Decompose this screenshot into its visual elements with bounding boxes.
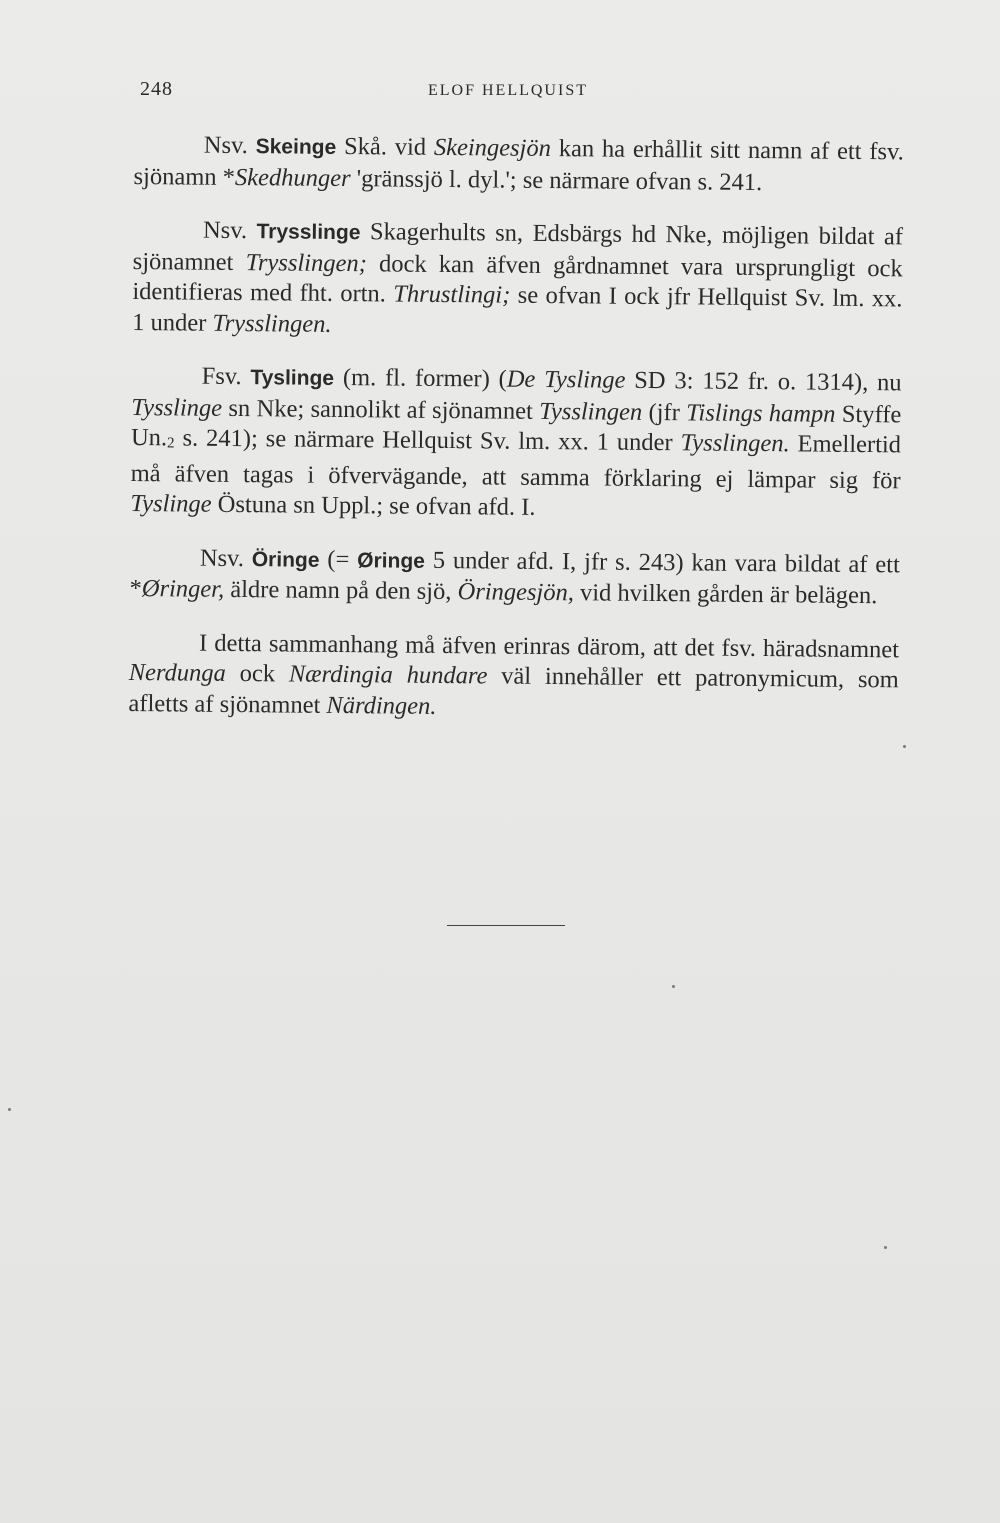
italic-form: Trysslingen. [212,309,332,338]
italic-form: Tysslingen [539,397,643,426]
italic-form: Skedhunger [234,163,351,192]
text-run: väl innehåller ett patronymicum, som afletts af sjönamnet [128,662,899,719]
headword: Øringe [357,548,426,573]
running-head: ELOF HELLQUIST [428,82,588,99]
text-run: ock [225,659,290,688]
paragraph-indent [132,362,202,390]
text-run: Skå. vid [336,132,435,161]
text-run: Styffe Un. [130,400,902,452]
italic-form: Öringesjön, [457,578,575,607]
entry-skeinge [133,130,904,199]
text-run: (jfr [642,398,687,426]
italic-form: Øringer, [141,575,225,603]
italic-form: Nerdunga [128,658,227,687]
subscript: 2 [166,435,175,452]
paragraph-indent [134,131,204,159]
entry-tyslinge [130,361,901,527]
paragraph-indent [130,543,200,571]
italic-form: Tislings hampn [686,398,836,428]
headword: Skeinge [255,135,337,159]
italic-form: Tysslingen. [680,429,790,458]
text-run: (= [319,545,358,573]
headword: Trysslinge [256,220,361,245]
italic-form: Thrustlingi; [393,280,511,309]
text-run: vid hvilken gården är belägen. [573,579,878,610]
text-run: Östuna sn Uppl.; se ofvan afd. I. [211,490,536,521]
italic-form: Trysslingen; [245,248,367,277]
italic-form: Tyslinge [130,489,212,518]
paragraph-indent [129,628,199,656]
closing-paragraph [128,627,899,726]
text-run: (m. fl. former) ( [333,363,507,393]
text-run: Nsv. [202,216,257,245]
text-run: I detta sammanhang må äfven erinras därom, att det fsv. häradsnamnet [198,629,900,663]
page-number: 248 [140,78,173,100]
paper-speck [672,985,675,988]
italic-form: Tysslinge [131,393,223,422]
headword: Öringe [251,547,320,572]
section-end-rule [447,925,565,926]
italic-form: Skeingesjön [433,133,552,163]
entry-trysslinge [132,215,903,345]
text-run: se ofvan I ock jfr Hellquist Sv. lm. xx. 1 under [132,281,903,337]
text-run: Nsv. [199,544,252,572]
italic-form: Närdingen. [326,691,437,720]
italic-form: De Tyslinge [506,365,626,394]
text-run: s. 241); se närmare Hellquist Sv. lm. xx. 1 under [174,424,681,457]
text-run: dock kan äfven gårdnamnet vara ursprungligt ock identifieras med fht. ortn. [132,249,903,308]
headword: Tyslinge [250,366,335,390]
text-run: Skagerhults sn, Edsbärgs hd Nke, möjligen bildat af sjönamnet [132,218,904,276]
text-run: Fsv. [201,362,251,391]
paper-speck [884,1246,887,1249]
paper-speck [8,1108,11,1111]
text-run: äldre namn på den sjö, [224,575,458,606]
entry-oringe [129,542,900,611]
text-run: Nsv. [203,131,256,160]
text-run: 5 under afd. I, jfr s. 243) kan vara bildat af ett * [129,546,900,603]
text-run: Emellertid må äfven tagas i öfvervägande, att samma förklaring ej lämpar sig för [130,430,902,494]
text-run: sn Nke; sannolikt af sjönamnet [221,394,540,425]
paper-speck [903,745,906,748]
italic-form: Nærdingia hundare [288,660,488,690]
text-run: 'gränssjö l. dyl.'; se närmare ofvan s. 241. [350,164,763,196]
text-run: kan ha erhållit sitt namn af ett fsv. sjönamn * [133,135,904,191]
text-run: SD 3: 152 fr. o. 1314), nu [625,366,902,397]
page-header [140,78,900,108]
paragraph-indent [133,216,203,244]
body-text [128,130,904,749]
